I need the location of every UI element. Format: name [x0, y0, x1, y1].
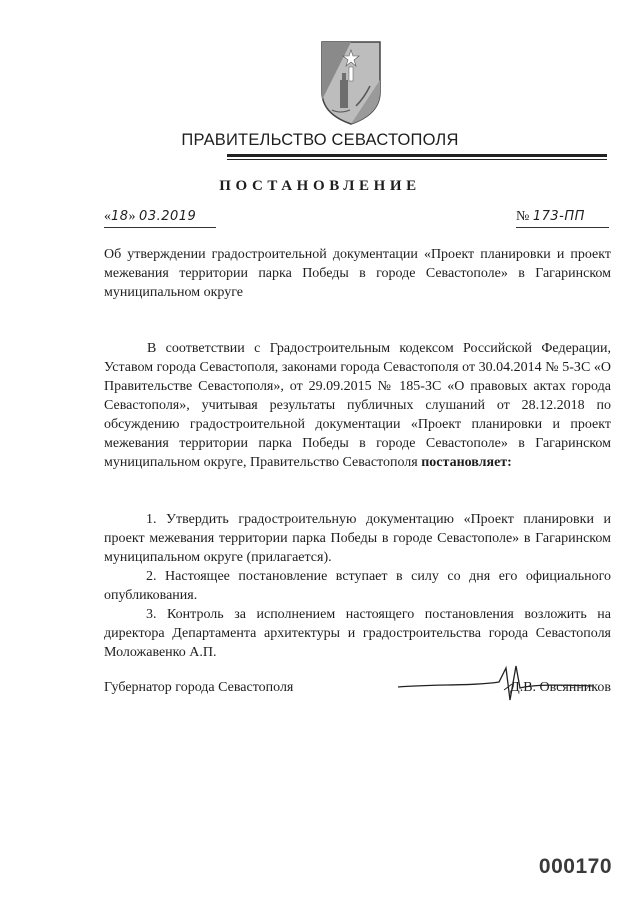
date-underline: [104, 227, 216, 228]
document-subject: Об утверждении градостроительной документации «Проект планировки и проект межевания территории парка Победы в городе Севастополе» в Гагаринском муниципальном округе: [104, 247, 611, 300]
header-rule: [227, 154, 607, 157]
registry-number: 000170: [538, 855, 612, 878]
date-close-quote: »: [128, 209, 136, 224]
resolves-keyword: постановляет:: [421, 455, 512, 470]
preamble-paragraph: [104, 339, 611, 472]
number-prefix: №: [516, 209, 530, 224]
date-field: [104, 206, 216, 228]
preamble-text: В соответствии с Градостроительным кодексом Российской Федерации, Уставом города Севастополя, законами города Севастополя от 30.04.2014 № 5-ЗС «О Правительстве Севастополя», от 29.09.2015 № 185-ЗС «О правовых актах города Севастополя», учитывая результаты публичных слушаний от 28.12.2018 по обсуждению градостроительной документации «Проект планировки и проект межевания территории парка Победы в городе Севастополе» в Гагаринском муниципальном округе, Правительство Севастополя: [104, 341, 611, 470]
resolution-items: [104, 510, 611, 662]
resolution-item-2: 2. Настоящее постановление вступает в силу со дня его официального опубликования.: [104, 569, 611, 603]
signatory-position: Губернатор города Севастополя: [104, 680, 294, 695]
header-rule-thin: [227, 159, 607, 160]
coat-of-arms-icon: [320, 40, 382, 126]
date-month-year: 03.2019: [139, 209, 197, 224]
date-open-quote: «: [104, 209, 111, 224]
date-day: 18: [111, 209, 129, 224]
resolution-item-3: 3. Контроль за исполнением настоящего постановления возложить на директора Департамента архитектуры и градостроительства города Севастополя Моложавенко А.П.: [104, 607, 611, 660]
number-underline: [516, 227, 609, 228]
signatory-name: Д.В. Овсянников: [510, 680, 611, 695]
number-value: 173-ПП: [532, 209, 585, 224]
number-field: [516, 206, 609, 228]
signature-block: [104, 680, 611, 702]
document-type: ПОСТАНОВЛЕНИЕ: [219, 178, 421, 194]
government-title: ПРАВИТЕЛЬСТВО СЕВАСТОПОЛЯ: [181, 131, 459, 149]
resolution-item-1: 1. Утвердить градостроительную документацию «Проект планировки и проект межевания территории парка Победы в городе Севастополе» в Гагаринском муниципальном округе (прилагается).: [104, 512, 611, 565]
